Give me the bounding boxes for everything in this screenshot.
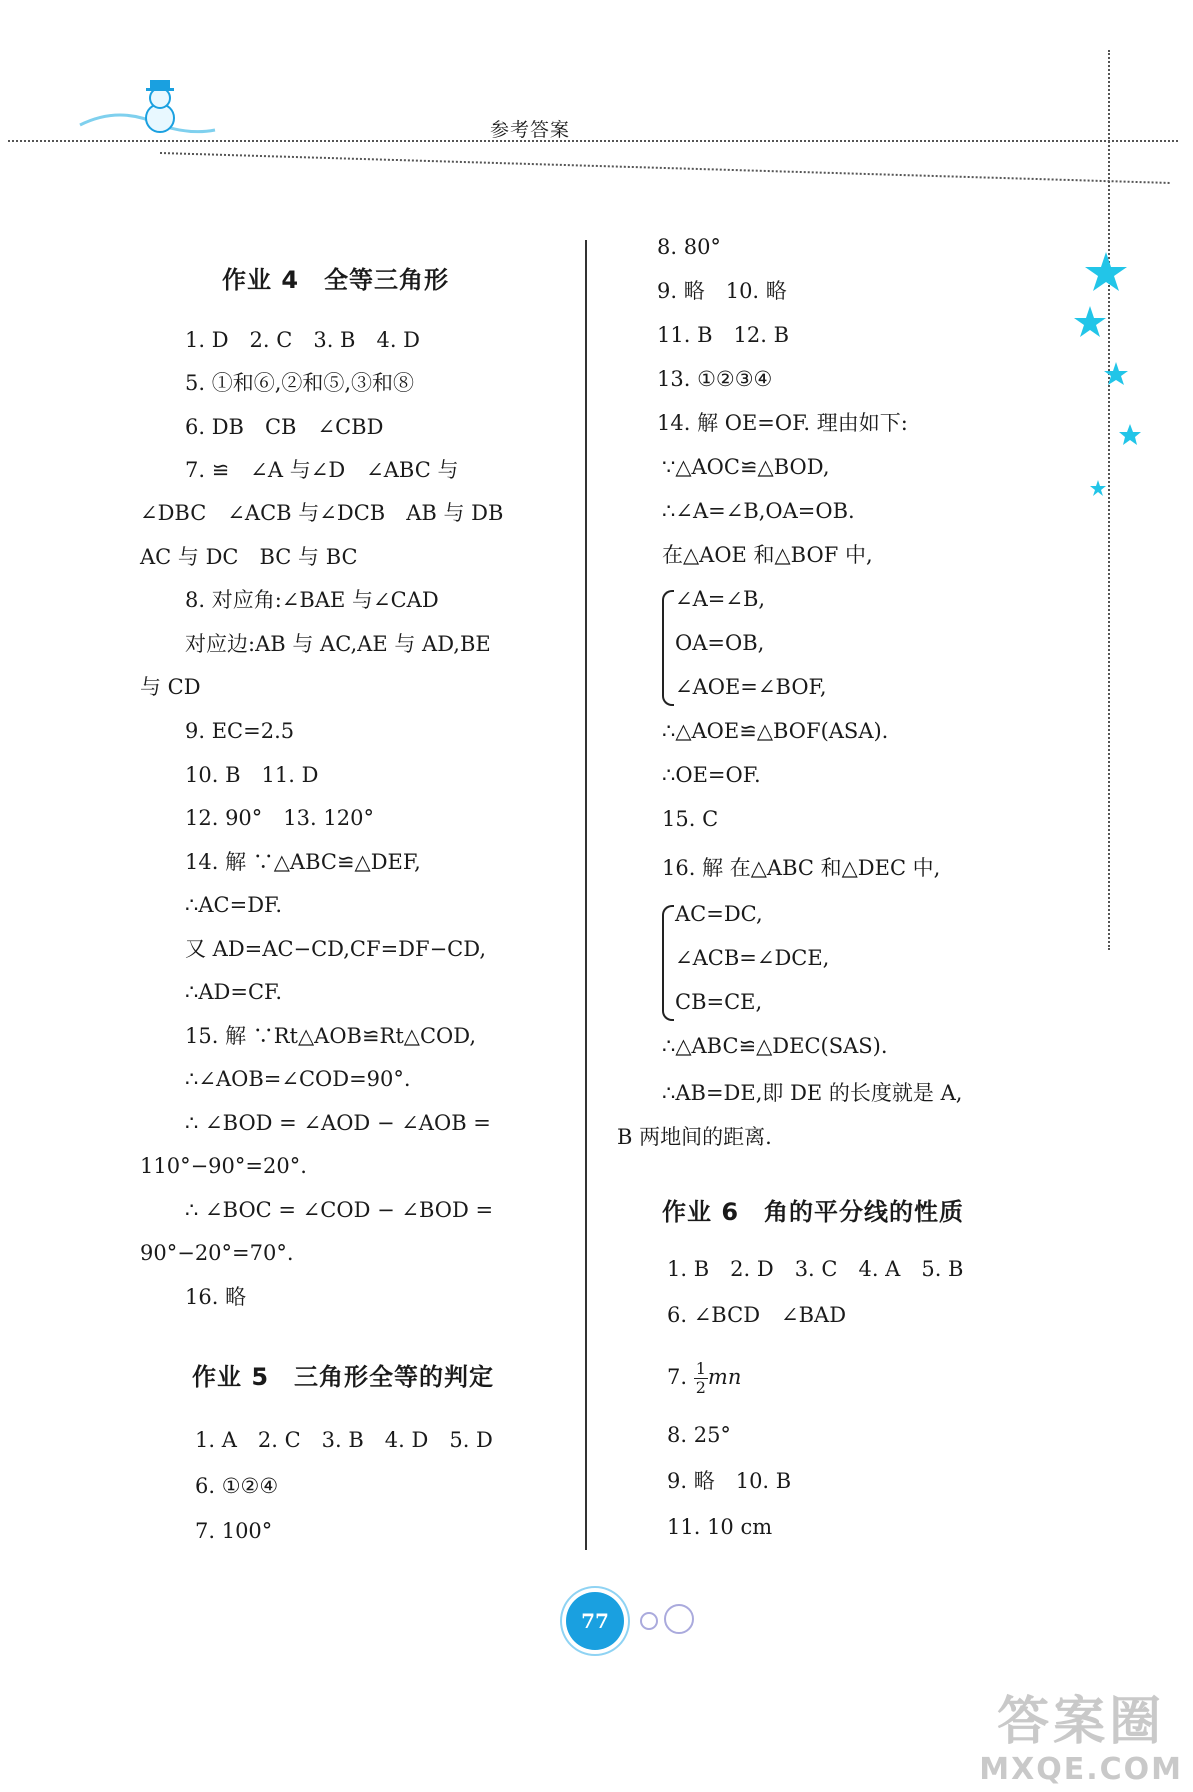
answer-line: ∴ ∠BOD = ∠AOD − ∠AOB =: [185, 1111, 491, 1135]
answer-line: 12. 90° 13. 120°: [185, 806, 374, 830]
answer-line: 7. 100°: [195, 1519, 273, 1543]
answer-line: 对应边:AB 与 AC,AE 与 AD,BE: [185, 632, 491, 656]
fraction-numerator: 1: [695, 1359, 706, 1378]
answer-line: 8. 25°: [667, 1423, 731, 1447]
answer-line: B 两地间的距离.: [617, 1125, 772, 1149]
answer-line: 8. 对应角:∠BAE 与∠CAD: [185, 588, 439, 612]
answer-line: 1. A 2. C 3. B 4. D 5. D: [195, 1428, 493, 1452]
answer-line: 13. ①②③④: [657, 367, 773, 391]
fraction-variable: mn: [707, 1365, 742, 1389]
answer-line: ∴△AOE≌△BOF(ASA).: [662, 719, 889, 743]
answer-line: OA=OB,: [675, 631, 765, 655]
answer-line: ∴ ∠BOC = ∠COD − ∠BOD =: [185, 1198, 494, 1222]
section-title-6: 作业 6 角的平分线的性质: [662, 1198, 965, 1226]
answer-line: ∠ACB=∠DCE,: [675, 946, 830, 970]
answer-line: 15. 解 ∵Rt△AOB≌Rt△COD,: [185, 1024, 477, 1048]
answer-line-fraction: [667, 1360, 741, 1397]
snowman-icon: [60, 70, 220, 150]
answer-line: 1. D 2. C 3. B 4. D: [185, 328, 421, 352]
answer-number: 7.: [667, 1365, 688, 1389]
answer-line: ∠A=∠B,: [675, 587, 766, 611]
watermark: [979, 1692, 1183, 1787]
answer-line: 6. ①②④: [195, 1474, 279, 1498]
answer-line: 11. 10 cm: [667, 1515, 773, 1539]
answer-line: ∴∠A=∠B,OA=OB.: [662, 499, 855, 523]
fraction-denominator: 2: [695, 1378, 706, 1397]
section-title-5: 作业 5 三角形全等的判定: [192, 1363, 495, 1391]
answer-line: 16. 略: [185, 1285, 247, 1309]
answer-line: AC=DC,: [675, 902, 763, 926]
watermark-logo: 答案圈: [997, 1692, 1166, 1752]
brace: [662, 905, 674, 1021]
answer-line: 在△AOE 和△BOF 中,: [662, 543, 873, 567]
answer-line: 8. 80°: [657, 235, 721, 259]
watermark-url: MXQE.COM: [979, 1752, 1183, 1787]
section-title-4: 作业 4 全等三角形: [222, 266, 450, 294]
answer-line: ∠DBC ∠ACB 与∠DCB AB 与 DB: [140, 501, 504, 525]
answer-line: ∴OE=OF.: [662, 763, 761, 787]
answer-line: CB=CE,: [675, 990, 763, 1014]
answer-line: 16. 解 在△ABC 和△DEC 中,: [662, 856, 941, 880]
answer-line: ∠AOE=∠BOF,: [675, 675, 827, 699]
answer-line: 6. ∠BCD ∠BAD: [667, 1303, 847, 1327]
answer-line: 110°−90°=20°.: [140, 1154, 307, 1178]
answer-line: 14. 解 ∵△ABC≌△DEF,: [185, 850, 421, 874]
brace: [662, 590, 674, 706]
page-title: 参考答案: [490, 119, 571, 141]
answer-line: 又 AD=AC−CD,CF=DF−CD,: [185, 937, 487, 961]
answer-line: 9. 略 10. 略: [657, 279, 787, 303]
answer-line: ∴AB=DE,即 DE 的长度就是 A,: [662, 1081, 963, 1105]
answer-line: 1. B 2. D 3. C 4. A 5. B: [667, 1257, 964, 1281]
answer-line: ∴AC=DF.: [185, 893, 283, 917]
decor-circle: [640, 1612, 658, 1630]
answer-line: ∵△AOC≌△BOD,: [662, 455, 830, 479]
answer-line: AC 与 DC BC 与 BC: [140, 545, 358, 569]
answer-line: ∴AD=CF.: [185, 980, 283, 1004]
answer-line: 14. 解 OE=OF. 理由如下:: [657, 411, 908, 435]
answer-line: 11. B 12. B: [657, 323, 790, 347]
answer-line: 9. EC=2.5: [185, 719, 295, 743]
decor-circle: [664, 1604, 694, 1634]
answer-line: 9. 略 10. B: [667, 1469, 792, 1493]
column-divider: [585, 240, 587, 1550]
answer-line: 6. DB CB ∠CBD: [185, 415, 384, 439]
answer-line: 15. C: [662, 807, 719, 831]
answer-line: 与 CD: [140, 675, 201, 699]
stars-icon: [1070, 240, 1180, 510]
answer-line: 5. ①和⑥,②和⑤,③和⑧: [185, 371, 415, 395]
fraction: [694, 1360, 708, 1397]
answer-line: 10. B 11. D: [185, 763, 319, 787]
answer-line: 90°−20°=70°.: [140, 1241, 294, 1265]
page-number: 77: [566, 1592, 624, 1650]
answer-line: ∴∠AOB=∠COD=90°.: [185, 1067, 411, 1091]
answer-line: ∴△ABC≌△DEC(SAS).: [662, 1034, 888, 1058]
answer-line: 7. ≌ ∠A 与∠D ∠ABC 与: [185, 458, 459, 482]
